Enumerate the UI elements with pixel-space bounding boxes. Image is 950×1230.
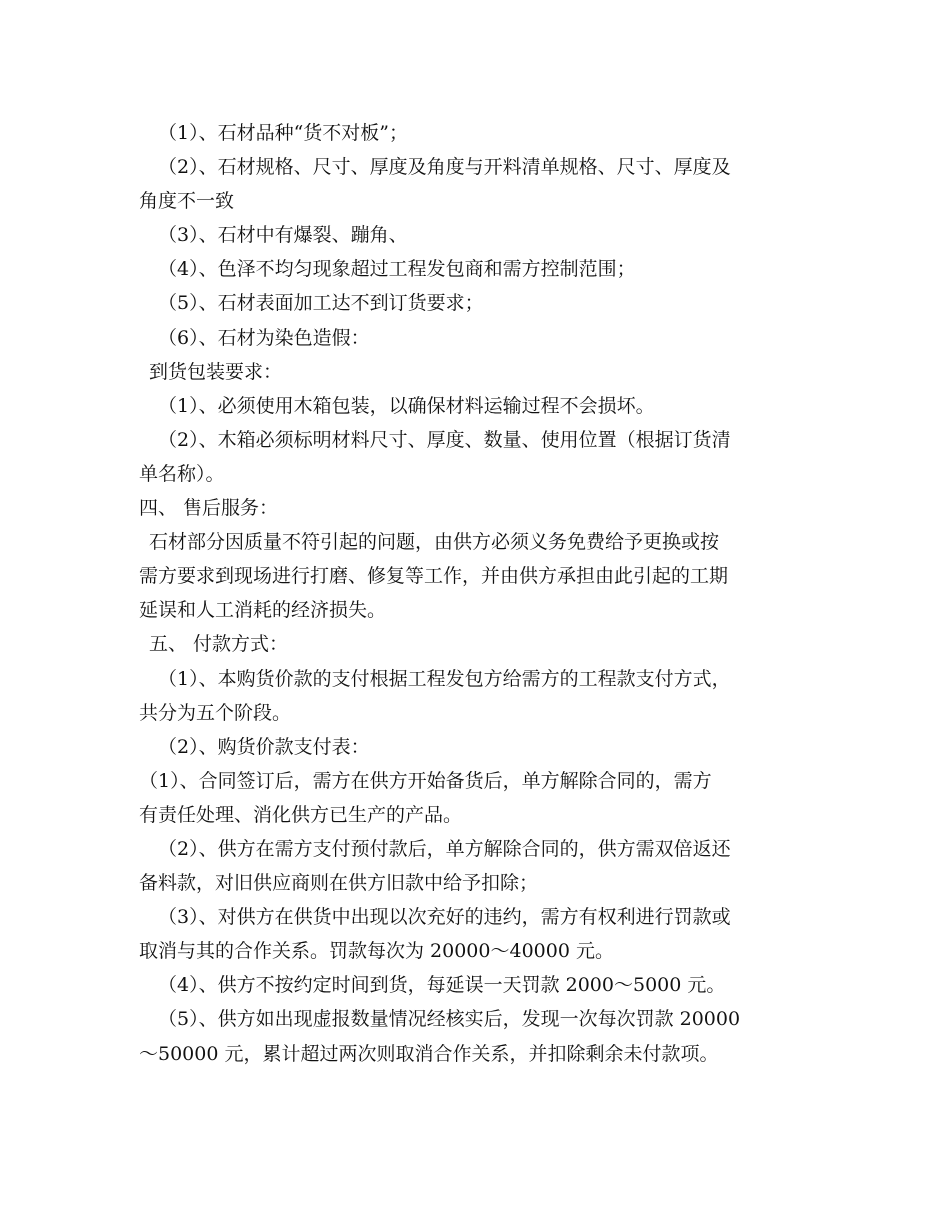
text-line: 有责任处理、消化供方已生产的产品。 xyxy=(139,803,463,826)
text-line: （5）、供方如出现虚报数量情况经核实后，发现一次每次罚款 20000 xyxy=(158,1008,741,1031)
text-line: （2）、石材规格、尺寸、厚度及角度与开料清单规格、尺寸、厚度及 xyxy=(158,156,731,179)
document-body xyxy=(139,116,815,1071)
text-line: 共分为五个阶段。 xyxy=(139,701,292,724)
text-line: （4）、供方不按约定时间到货，每延误一天罚款 2000～5000 元。 xyxy=(158,974,726,997)
text-line: （2）、购货价款支付表： xyxy=(158,735,370,758)
section-heading: 四、 售后服务： xyxy=(139,497,279,520)
text-line: 石材部分因质量不符引起的问题，由供方必须义务免费给予更换或按 xyxy=(149,531,720,554)
text-line: 角度不一致 xyxy=(139,190,235,213)
text-line: （3）、对供方在供货中出现以次充好的违约，需方有权利进行罚款或 xyxy=(158,906,731,929)
text-line: （2）、木箱必须标明材料尺寸、厚度、数量、使用位置（根据订货清 xyxy=(158,428,731,451)
text-line: （2）、供方在需方支付预付款后，单方解除合同的，供方需双倍返还 xyxy=(158,837,731,860)
text-line: 到货包装要求： xyxy=(149,360,283,383)
text-line: （1）、合同签订后，需方在供方开始备货后，单方解除合同的，需方 xyxy=(139,769,712,792)
text-line: （5）、石材表面加工达不到订货要求； xyxy=(158,292,484,315)
text-line: 需方要求到现场进行打磨、修复等工作，并由供方承担由此引起的工期 xyxy=(139,565,729,588)
text-line: （1）、石材品种“货不对板”； xyxy=(158,122,409,144)
text-line: 延误和人工消耗的经济损失。 xyxy=(139,599,387,622)
text-line: 单名称）。 xyxy=(139,462,225,485)
text-line: （3）、石材中有爆裂、蹦角、 xyxy=(158,224,408,247)
section-heading: 五、 付款方式： xyxy=(149,633,289,656)
text-line: （1）、必须使用木箱包装，以确保材料运输过程不会损坏。 xyxy=(158,394,655,417)
text-line: ～50000 元，累计超过两次则取消合作关系，并扣除剩余未付款项。 xyxy=(139,1042,719,1065)
text-line: 备料款，对旧供应商则在供方旧款中给予扣除； xyxy=(139,872,539,895)
text-line: （4）、色泽不均匀现象超过工程发包商和需方控制范围； xyxy=(158,258,636,281)
text-line: 取消与其的合作关系。罚款每次为 20000～40000 元。 xyxy=(139,940,614,963)
text-line: （6）、石材为染色造假： xyxy=(158,326,370,349)
text-line: （1）、本购货价款的支付根据工程发包方给需方的工程款支付方式， xyxy=(158,667,731,690)
